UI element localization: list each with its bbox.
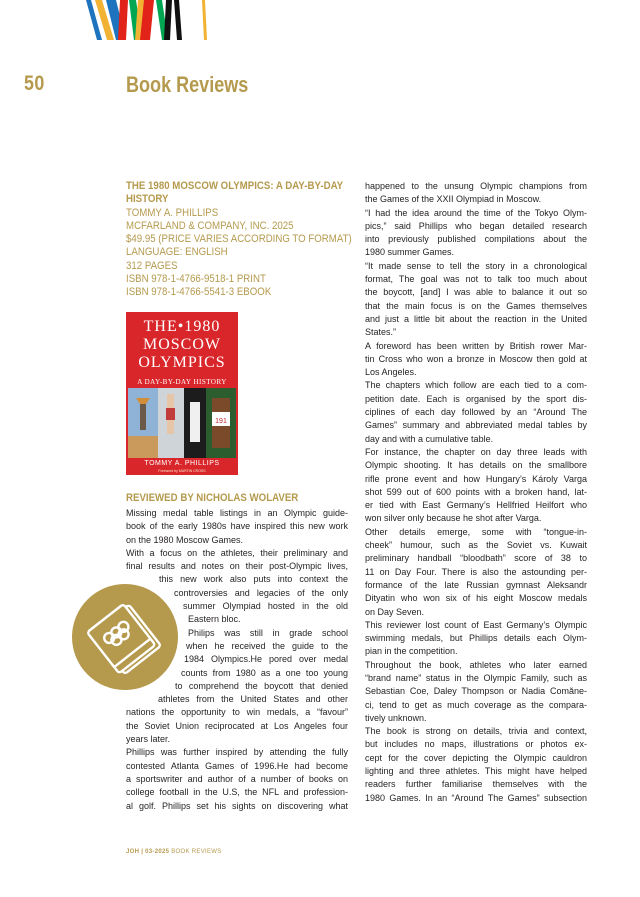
footer-journal: JOH | 03-2025 — [126, 849, 170, 855]
body-line: into previously published compilations about the — [365, 234, 587, 245]
body-line: the Soviet Union reciprocated at Los Angeles four — [126, 720, 348, 731]
book-title-continued: HISTORY — [126, 193, 169, 206]
body-line: counts from 1980 as a one too young — [181, 667, 348, 678]
body-line: readers further familiarise themselves with the — [365, 779, 587, 790]
body-line: 1980 summer Games. — [365, 247, 455, 258]
body-line: A foreword has been written by British rower Mar- — [365, 340, 587, 351]
body-line: athletes from the United States and other — [158, 694, 348, 705]
body-line: Olympic shooting. It has details on the smallbore — [365, 460, 587, 471]
body-line: rifle prone event and how Hungary’s Károly Varga — [365, 473, 587, 484]
body-line: petition date. Each is organised by the sport dis- — [365, 393, 587, 404]
body-line: pics,” said Phillips who began detailed research — [365, 220, 587, 231]
body-line: to comprehend the boycott that denied — [175, 680, 348, 691]
book-language: LANGUAGE: ENGLISH — [126, 246, 228, 259]
body-line: when he received the guide to the — [186, 640, 348, 651]
book-title: THE 1980 MOSCOW OLYMPICS: A DAY-BY-DAY — [126, 180, 344, 192]
section-title: Book Reviews — [126, 72, 249, 97]
body-line: college football in the U.S, the NFL and profession- — [126, 787, 348, 798]
body-line: this new work also puts into context the — [159, 574, 348, 585]
body-line: Eastern bloc. — [188, 614, 241, 625]
body-line: format, The goal was not to talk too much about — [365, 274, 587, 285]
body-line: swimming medals, but Phillips details each Olym- — [365, 633, 587, 644]
reviewer-byline: REVIEWED BY NICHOLAS WOLAVER — [126, 492, 299, 504]
body-line: on the 1980 Moscow Games. — [126, 534, 244, 545]
body-line: that the main focus is on the Games themselves — [365, 300, 587, 311]
body-line: a sportswriter and author of a number of books on — [126, 773, 348, 784]
cover-subtitle: A DAY-BY-DAY HISTORY — [137, 378, 227, 386]
body-line: Phillips was further inspired by attending the fully — [126, 747, 348, 758]
body-line: Games” summary and abbreviated medal tables by — [365, 420, 587, 431]
body-line: and just a little bit about the reaction in the United — [365, 313, 587, 324]
book-cover-image — [126, 312, 238, 475]
cover-foreword: Foreword by MARTIN CROSS — [158, 469, 206, 473]
body-line: years later. — [126, 734, 171, 745]
body-line: With a focus on the athletes, their preliminary and — [126, 547, 348, 558]
review-column-right — [365, 180, 587, 805]
body-line: Philips was still in grade school — [188, 627, 348, 638]
book-isbn-print: ISBN 978-1-4766-9518-1 PRINT — [126, 273, 266, 286]
body-line: 1980 Games. In an “Around The Games” subsection — [365, 792, 587, 803]
body-line: formance of the late Russian gymnast Aleksandr — [365, 579, 587, 590]
book-price: $49.95 (PRICE VARIES ACCORDING TO FORMAT) — [126, 233, 352, 246]
body-line: won silver only because he shot after Varga. — [365, 513, 542, 524]
body-line: er tied with East Germany’s Hellfried Heilfort who — [365, 500, 587, 511]
body-line: shot 599 out of 600 points with a broken hand, lat- — [365, 486, 587, 497]
body-line: Dityatin who won six of his eight Moscow medals — [365, 593, 587, 604]
body-line: The book is strong on details, trivia and context, — [365, 726, 587, 737]
page-footer — [126, 849, 222, 855]
body-line: happened to the unsung Olympic champions from — [365, 181, 587, 191]
cover-title-line-3: OLYMPICS — [138, 354, 226, 371]
footer-section: BOOK REVIEWS — [171, 849, 222, 855]
body-line: final results and notes on their post-Olympic lives, — [126, 561, 348, 572]
body-line: ciplines of each day followed by an “Around The — [365, 407, 587, 418]
body-line: pian in the competition. — [365, 646, 458, 657]
cover-bib-number: 191 — [215, 418, 227, 425]
body-line: lighting and three athletes. This might have helped — [365, 766, 587, 777]
body-line: “brand name” status in the Olympic Family, such as — [365, 672, 587, 683]
body-line: on Day Seven. — [365, 606, 425, 617]
book-isbn-ebook: ISBN 978-1-4766-5541-3 EBOOK — [126, 286, 272, 299]
body-line: For instance, the chapter on day three leads with — [365, 446, 587, 457]
body-line: cept for the cover depicting the Olympic cauldron — [365, 752, 587, 763]
body-line: contested Atlanta Games of 1996.He had become — [126, 760, 348, 771]
body-line: but includes no maps, illustrations or photos ex- — [365, 739, 587, 750]
header-stripes-graphic — [80, 0, 220, 40]
body-line: Sebastian Coe, Daley Thompson or Nadia Comăne- — [365, 686, 587, 697]
cover-author: TOMMY A. PHILLIPS — [144, 460, 220, 467]
body-line: book of the early 1980s have inspired this new work — [126, 521, 348, 532]
body-line: “It made sense to tell the story in a chronological — [365, 260, 587, 271]
cover-title-line-1: THE•1980 — [143, 318, 221, 335]
page-number: 50 — [24, 72, 45, 95]
body-line: the Games of the XXII Olympiad in Moscow. — [365, 194, 542, 205]
book-details — [126, 180, 366, 300]
body-line: ci, tend to get as much coverage as the compara- — [365, 699, 587, 710]
body-line: summer Olympiad hosted in the old — [183, 601, 348, 612]
book-author: TOMMY A. PHILLIPS — [126, 206, 219, 219]
body-line: nations the opportunity to win medals, a “favour” — [126, 707, 348, 718]
body-line: “I had the idea around the time of the Tokyo Olym- — [365, 207, 587, 218]
body-line: Other details emerge, some with “tongue-in- — [365, 526, 587, 537]
body-line: tively unknown. — [365, 712, 427, 723]
body-line: the boycott, [and] I was able to balance it out so — [365, 287, 587, 298]
review-column-left — [126, 507, 348, 813]
body-line: controversies and legacies of the only — [174, 587, 348, 598]
book-pages: 312 PAGES — [126, 259, 178, 272]
body-line: tin Cross who won a bronze in Moscow then gold at — [365, 353, 587, 364]
body-line: States.” — [365, 327, 397, 338]
body-line: Los Angeles. — [365, 367, 417, 378]
body-line: preliminary handball “bloodbath” score of 38 to — [365, 553, 587, 564]
body-line: The chapters which follow are each tied to a com- — [365, 380, 587, 391]
body-line: This reviewer lost count of East Germany’s Olympic — [365, 619, 587, 630]
body-line: day and with a cumulative table. — [365, 433, 494, 444]
body-line: 1984 Olympics.He pored over medal — [184, 654, 348, 665]
body-line: 11 on Day Four. There is also the astounding per- — [365, 566, 587, 577]
body-line: Missing medal table listings in an Olympic guide- — [126, 508, 348, 518]
cover-title-line-2: MOSCOW — [142, 336, 221, 353]
body-line: al golf. Phillips set his sights on discovering what — [126, 800, 348, 811]
body-line: Throughout the book, athletes who later earned — [365, 659, 587, 670]
book-publisher: MCFARLAND & COMPANY, INC. 2025 — [126, 219, 294, 232]
cover-photo-collage — [128, 388, 236, 458]
body-line: cheek” humour, such as the Soviet vs. Kuwait — [365, 540, 587, 551]
